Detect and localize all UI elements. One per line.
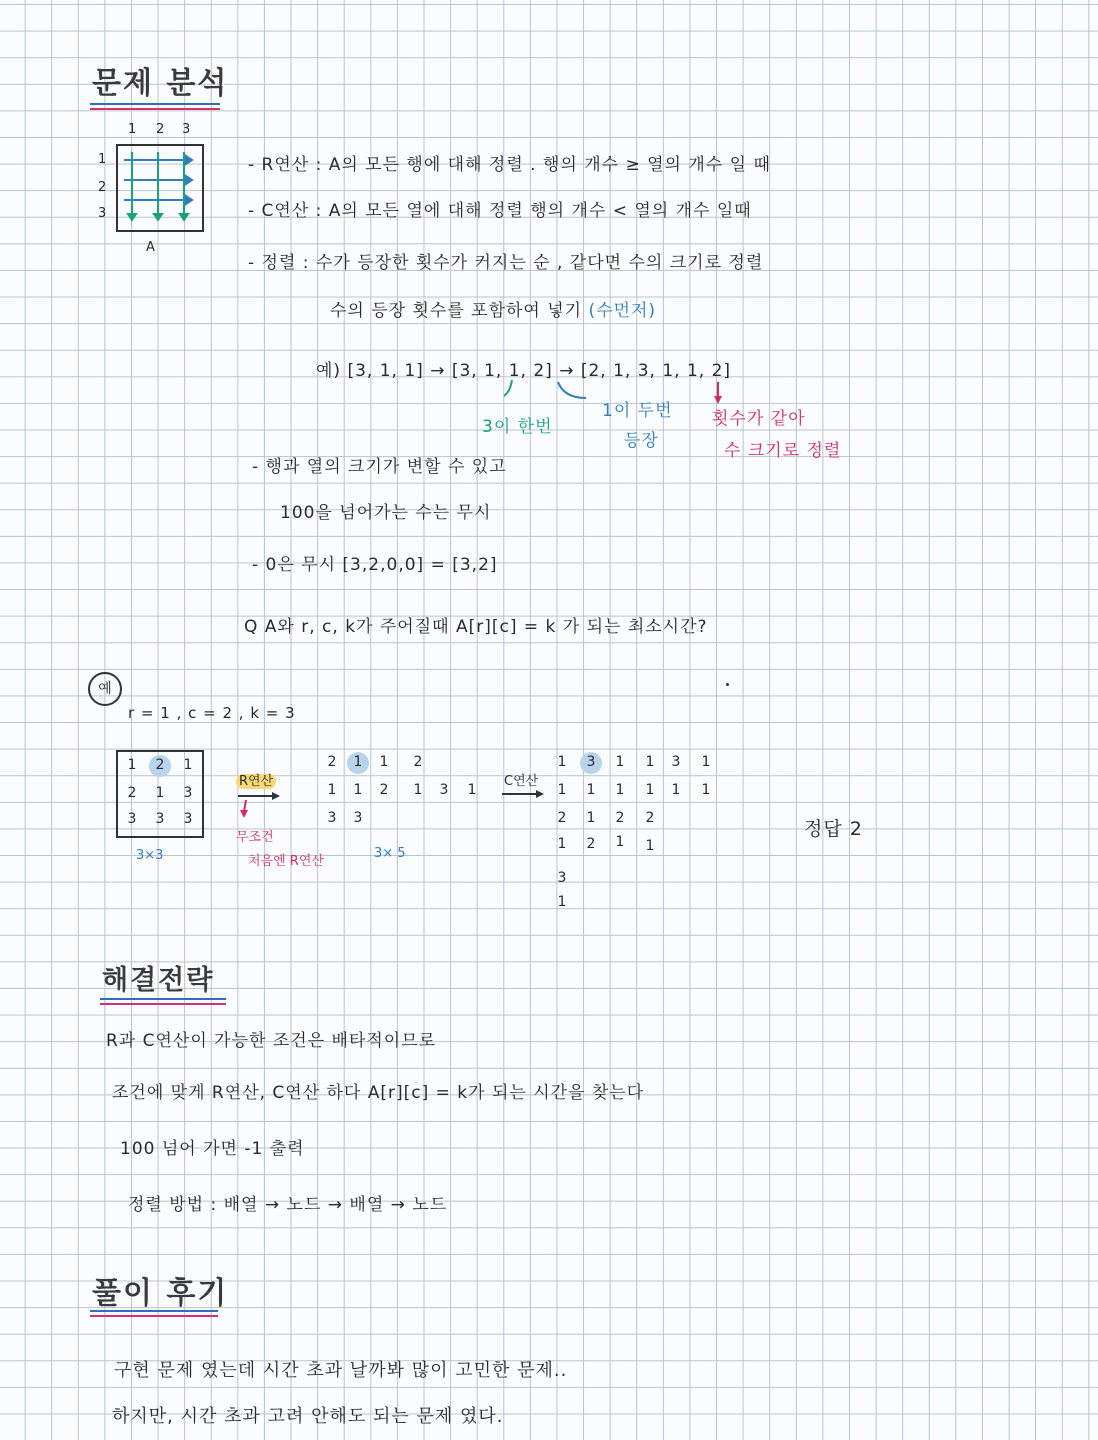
grid-r-cell: 2: [327, 754, 337, 770]
sort-rule-2-note: (수먼저): [588, 301, 657, 321]
grid-r-cell: 3: [327, 810, 337, 826]
grid-a-cell: 3: [155, 811, 165, 827]
grid-r-cell: 1: [353, 754, 363, 770]
grid-c-cell: 3: [586, 754, 596, 770]
row-header-3: 3: [98, 206, 107, 221]
row-header-1: 1: [98, 152, 107, 167]
r-op-label: [236, 770, 276, 789]
grid-c-cell: 3: [671, 754, 681, 770]
r-op-arrow: [236, 790, 286, 820]
strategy-line-1: R과 C연산이 가능한 조건은 배타적이므로: [106, 1031, 437, 1051]
title-underline-blue: [90, 1310, 218, 1312]
note-one-twice-b: 등장: [624, 431, 659, 451]
section-title-strategy: 해결전략: [102, 965, 215, 996]
grid-r-cell: 1: [467, 782, 477, 798]
grid-a-cell: 3: [183, 785, 193, 801]
strategy-line-4: 정렬 방법 : 배열 → 노드 → 배열 → 노드: [128, 1195, 448, 1215]
col-header-1: 1: [128, 122, 137, 137]
strategy-line-3: 100 넘어 가면 -1 출력: [120, 1139, 305, 1159]
grid-c-cell: 2: [645, 810, 655, 826]
stray-dot: [726, 683, 729, 686]
grid-a-cell: 1: [155, 785, 165, 801]
grid-a-cell: 1: [127, 757, 137, 773]
c-op-arrow: [500, 788, 550, 802]
review-line-2: 하지만, 시간 초과 고려 안해도 되는 문제 였다.: [112, 1406, 504, 1427]
grid-c-cell: 1: [586, 782, 596, 798]
grid-c-cell: 1: [586, 810, 596, 826]
grid-c-cell: 1: [557, 754, 567, 770]
grid-c-cell: 1: [557, 782, 567, 798]
sort-rule-2: [330, 296, 656, 321]
grid-c-cell: 1: [701, 754, 711, 770]
strategy-line-2: 조건에 맞게 R연산, C연산 하다 A[r][c] = k가 되는 시간을 찾는다: [112, 1083, 645, 1103]
grid-c-cell: 3: [557, 870, 567, 886]
grid-r-cell: 2: [413, 754, 423, 770]
c-op-rule: - C연산 : A의 모든 열에 대해 정렬 행의 개수 < 열의 개수 일때: [248, 201, 752, 221]
size-change-rule: - 행과 열의 크기가 변할 수 있고: [252, 457, 507, 477]
grid-r-cell: 2: [379, 782, 389, 798]
grid-c-cell: 1: [615, 754, 625, 770]
question: Q A와 r, c, k가 주어질때 A[r][c] = k 가 되는 최소시간?: [244, 617, 708, 637]
grid-a-cell: 2: [155, 757, 165, 773]
r-note-a: 무조건: [236, 830, 274, 845]
col-header-2: 2: [156, 122, 165, 137]
grid-c-cell: 1: [557, 894, 567, 910]
r-note-b: 처음엔 R연산: [248, 854, 324, 869]
title-underline-pink: [90, 1315, 218, 1317]
ignore-zero-rule: - 0은 무시 [3,2,0,0] = [3,2]: [252, 555, 498, 575]
grid-c-cell: 1: [645, 782, 655, 798]
example-params: r = 1 , c = 2 , k = 3: [128, 704, 296, 722]
grid-a-cell: 1: [183, 757, 193, 773]
grid-c-cell: 1: [645, 754, 655, 770]
matrix-label: A: [146, 240, 155, 255]
sort-rule: - 정렬 : 수가 등장한 횟수가 커지는 순 , 같다면 수의 크기로 정렬: [248, 253, 764, 273]
section-title-analysis: 문제 분석: [92, 66, 229, 101]
size-a-label: 3×3: [136, 848, 164, 863]
grid-r-cell: 1: [327, 782, 337, 798]
example-badge: [88, 672, 122, 706]
grid-c-cell: 2: [615, 810, 625, 826]
grid-r-cell: 1: [353, 782, 363, 798]
matrix-arrows: [116, 144, 206, 234]
grid-c-cell: 1: [615, 782, 625, 798]
grid-r-cell: 1: [379, 754, 389, 770]
r-op-label-text: R연산: [236, 774, 276, 789]
grid-c-cell: 1: [701, 782, 711, 798]
ignore-over-100-rule: 100을 넘어가는 수는 무시: [280, 503, 492, 523]
title-underline-pink: [90, 108, 220, 110]
note-three-once: 3이 한번: [482, 417, 553, 437]
grid-c-cell: 2: [586, 836, 596, 852]
grid-c-cell: 1: [557, 836, 567, 852]
example-line: 예) [3, 1, 1] → [3, 1, 1, 2] → [2, 1, 3, 1, 1, 2]: [316, 361, 732, 381]
note-one-twice-a: 1이 두번: [602, 401, 673, 421]
grid-c-cell: 2: [557, 810, 567, 826]
note-same-count-b: 수 크기로 정렬: [724, 441, 842, 461]
grid-r-cell: 3: [353, 810, 363, 826]
section-title-review: 풀이 후기: [92, 1276, 229, 1311]
r-op-rule: - R연산 : A의 모든 행에 대해 정렬 . 행의 개수 ≥ 열의 개수 일 때: [248, 155, 771, 175]
c-op-label: C연산: [504, 774, 539, 789]
grid-r-cell: 3: [439, 782, 449, 798]
grid-a-cell: 3: [127, 811, 137, 827]
col-header-3: 3: [182, 122, 191, 137]
grid-a-cell: 3: [183, 811, 193, 827]
example-badge-text: 예: [98, 681, 112, 697]
row-header-2: 2: [98, 180, 107, 195]
grid-c-cell: 1: [671, 782, 681, 798]
grid-c-cell: 1: [615, 834, 625, 850]
title-underline-blue: [90, 103, 220, 105]
grid-a-cell: 2: [127, 785, 137, 801]
sort-rule-2-text: 수의 등장 횟수를 포함하여 넣기: [330, 301, 583, 321]
grid-r-cell: 1: [413, 782, 423, 798]
title-underline-pink: [100, 1003, 226, 1005]
answer: 정답 2: [804, 818, 863, 840]
title-underline-blue: [100, 998, 226, 1000]
review-line-1: 구현 문제 였는데 시간 초과 날까봐 많이 고민한 문제..: [114, 1360, 568, 1381]
size-r-label: 3× 5: [374, 846, 406, 861]
grid-c-cell: 1: [645, 838, 655, 854]
note-same-count-a: 횟수가 같아: [712, 409, 806, 429]
